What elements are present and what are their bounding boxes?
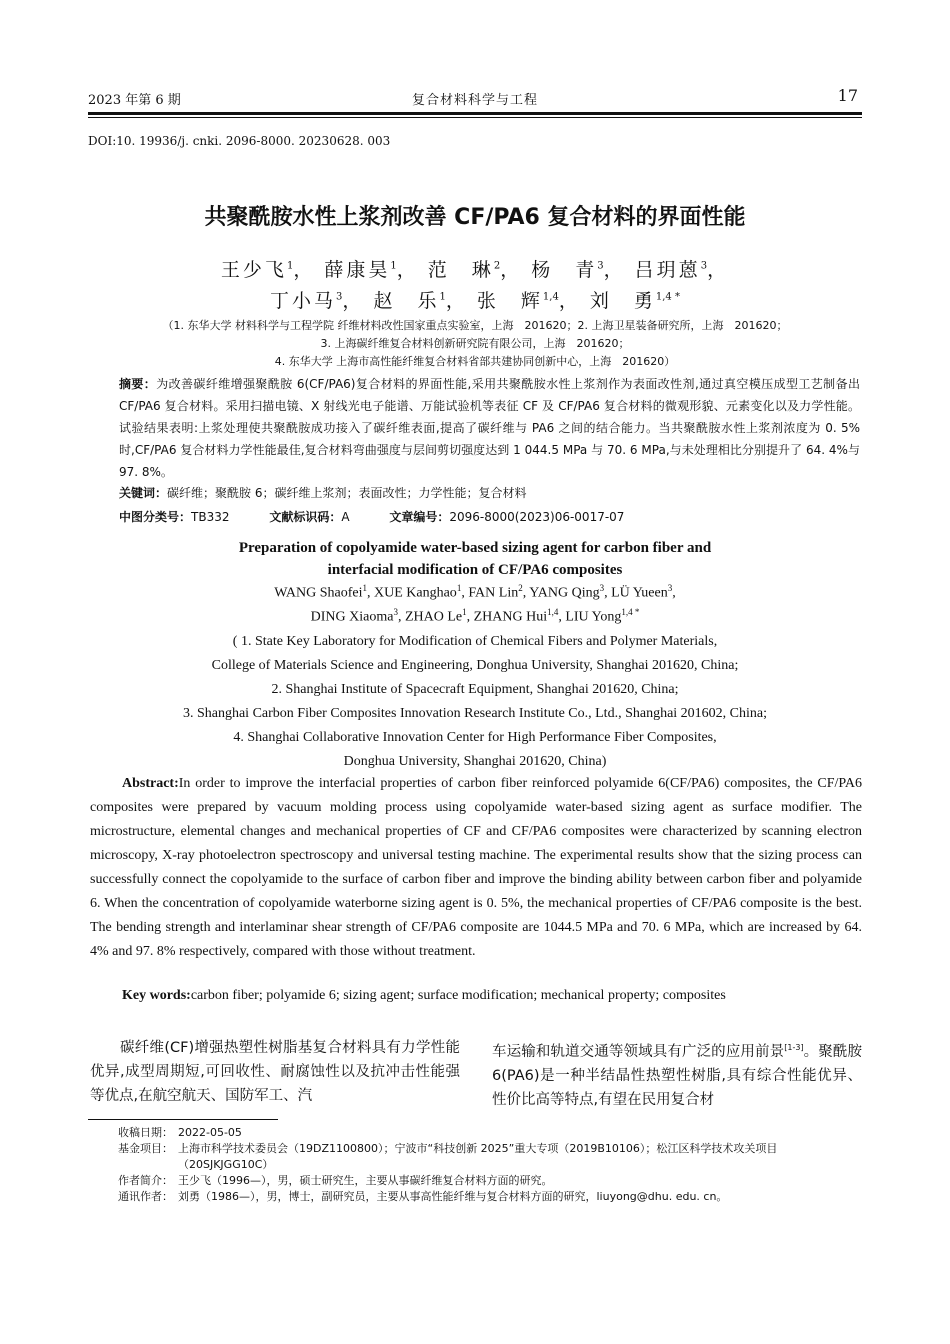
journal-name: 复合材料科学与工程 bbox=[411, 93, 538, 108]
abstract-cn-text: 为改善碳纤维增强聚酰胺 6(CF/PA6)复合材料的界面性能,采用共聚酰胺水性上浆剂作为表面改性剂,通过真空模压成型工艺制备出 CF/PA6 复合材料。采用扫描电镜、X 射线光电子能谱、万能试验机等表征 CF 及 CF/PA6 复合材料的微观形貌、元素变化以及力学性能。试验结果表明:上浆处理使共聚酰胺成功接入了碳纤维表面,提高了碳纤维与 PA6 之间的结合能力。当共聚酰胺水性上浆剂浓度为 0. 5%时,CF/PA6 复合材料力学性能最佳,复合材料弯曲强度与层间剪切强度达到 1 044.5 MPa 与 70. 6 MPa,与未处理相比分别提升了 64. 4%与 97. 8%。 bbox=[119, 377, 860, 479]
author-cn: 薛康昊$^1$ bbox=[324, 259, 397, 281]
footnote-funding: 基金项目： 上海市科学技术委员会（19DZ1100800）；宁波市“科技创新 2025”重大专项（2019B10106）；松江区科学技术攻关项目（20SJKJGG10C） bbox=[118, 1142, 778, 1171]
author-cn: 范 琳$^2$ bbox=[427, 259, 501, 281]
affiliation-en-line: 2. Shanghai Institute of Spacecraft Equipment, Shanghai 201620, China; bbox=[271, 682, 679, 697]
affiliations-en bbox=[0, 630, 950, 774]
footnote-rule bbox=[88, 1119, 278, 1120]
keywords-cn-text: 碳纤维；聚酰胺 6；碳纤维上浆剂；表面改性；力学性能；复合材料 bbox=[167, 486, 527, 500]
affiliation-en-line: Donghua University, Shanghai 201620, China) bbox=[343, 754, 607, 769]
author-cn: 刘 勇$^{1,4 *}$ bbox=[589, 290, 680, 312]
issue-label: 2023 年第 6 期 bbox=[88, 93, 181, 108]
title-cn: 共聚酰胺水性上浆剂改善 CF/PA6 复合材料的界面性能 bbox=[204, 205, 746, 230]
keywords-en bbox=[122, 988, 726, 1004]
affiliation-cn-line: （1. 东华大学 材料科学与工程学院 纤维材料改性国家重点实验室，上海 201620；2. 上海卫星装备研究所，上海 201620； bbox=[162, 319, 788, 332]
author-cn: 吕玥蒽$^3$ bbox=[634, 259, 708, 281]
affiliation-en-line: ( 1. State Key Laboratory for Modification of Chemical Fibers and Polymer Materials, bbox=[232, 634, 718, 649]
footnote-corresponding: 通讯作者： 刘勇（1986—），男，博士，副研究员，主要从事高性能纤维与复合材料方面的研究，liuyong@dhu. edu. cn。 bbox=[118, 1190, 728, 1203]
affiliation-cn-line: 3. 上海碳纤维复合材料创新研究院有限公司，上海 201620； bbox=[320, 337, 630, 350]
header-rule-thin bbox=[88, 117, 862, 118]
abstract-en bbox=[90, 772, 862, 964]
classification-line: 中图分类号：TB332 文献标识码：A 文章编号：2096-8000(2023)06-0017-07 bbox=[119, 510, 625, 524]
keywords-en-text: carbon fiber; polyamide 6; sizing agent; surface modification; mechanical property; composites bbox=[190, 988, 726, 1003]
authors-cn-line2: 丁小马$^3$， 赵 乐$^1$， 张 辉$^{1,4}$， 刘 勇$^{1,4 *}$ bbox=[270, 290, 680, 312]
affiliation-en-line: 3. Shanghai Carbon Fiber Composites Innovation Research Institute Co., Ltd., Shanghai 201602, China; bbox=[182, 706, 768, 721]
page-number: 17 bbox=[837, 86, 858, 105]
keywords-cn bbox=[119, 482, 860, 504]
author-cn: 杨 青$^3$ bbox=[531, 259, 604, 281]
title-en: Preparation of copolyamide water-based sizing agent for carbon fiber and interfacial modification of CF/PA6 composites bbox=[238, 540, 712, 578]
abstract-cn bbox=[119, 373, 860, 483]
authors-en-line2: DING Xiaoma$^3$, ZHAO Le$^1$, ZHANG Hui$^{1,4}$, LIU Yong$^{1,4 *}$ bbox=[310, 607, 640, 625]
doi: DOI:10. 19936/j. cnki. 2096-8000. 20230628. 003 bbox=[88, 134, 391, 148]
abstract-cn-label: 摘要： bbox=[119, 377, 157, 391]
header-rule-thick bbox=[88, 112, 862, 115]
body-column-right: 车运输和轨道交通等领域具有广泛的应用前景[1-3]。聚酰胺 6(PA6)是一种半结晶性热塑性树脂,具有综合性能优异、性价比高等特点,有望在民用复合材 bbox=[492, 1043, 863, 1108]
author-cn: 赵 乐$^1$ bbox=[373, 290, 446, 312]
authors-cn-line1: 王少飞$^1$， 薛康昊$^1$， 范 琳$^2$， 杨 青$^3$， 吕玥蒽$^3$， bbox=[220, 259, 730, 281]
affiliation-en-line: 4. Shanghai Collaborative Innovation Center for High Performance Fiber Composites, bbox=[233, 730, 717, 745]
author-cn: 张 辉$^{1,4}$ bbox=[476, 290, 559, 312]
affiliation-cn-line: 4. 东华大学 上海市高性能纤维复合材料省部共建协同创新中心，上海 201620） bbox=[274, 355, 676, 368]
abstract-en-text: In order to improve the interfacial properties of carbon fiber reinforced polyamide 6(CF/PA6) composites, the CF/PA6 composites were prepared by vacuum molding process using copolyamide water-based sizing agent as surface modifier. The microstructure, elemental changes and mechanical properties of CF and CF/PA6 composites were characterized by scanning electron microscopy, X-ray photoelectron spectroscopy and universal testing machine. The experimental results show that the sizing process can successfully connect the copolyamide to the surface of carbon fiber and improve the binding ability between carbon fiber and polyamide 6. When the concentration of copolyamide waterborne sizing agent is 0. 5%, the mechanical properties of CF/PA6 composite is the best. The bending strength and interlaminar shear strength of CF/PA6 composite are 1044.5 MPa and 70. 6 MPa, which are increased by 64. 4% and 97. 8% respectively, compared with those without treatment. bbox=[90, 776, 862, 959]
author-cn: 王少飞$^1$ bbox=[220, 259, 294, 281]
footnote-received: 收稿日期： 2022-05-05 bbox=[118, 1126, 242, 1139]
authors-en-line1: WANG Shaofei$^1$, XUE Kanghao$^1$, FAN Lin$^2$, YANG Qing$^3$, LÜ Yueen$^3$, bbox=[274, 583, 676, 601]
keywords-cn-label: 关键词： bbox=[119, 486, 168, 500]
body-column-left: 碳纤维(CF)增强热塑性树脂基复合材料具有力学性能优异,成型周期短,可回收性、耐腐蚀性以及抗冲击性能强等优点,在航空航天、国防军工、汽 bbox=[90, 1040, 460, 1104]
abstract-en-label: Abstract: bbox=[122, 776, 179, 791]
keywords-en-label: Key words: bbox=[122, 988, 191, 1003]
author-cn: 丁小马$^3$ bbox=[270, 290, 343, 312]
footnote-author-bio: 作者简介： 王少飞（1996—），男，硕士研究生，主要从事碳纤维复合材料方面的研究。 bbox=[118, 1174, 553, 1187]
affiliations-cn bbox=[0, 317, 950, 371]
footnotes bbox=[118, 1125, 862, 1205]
citation-ref: [1-3] bbox=[784, 1043, 804, 1052]
affiliation-en-line: College of Materials Science and Engineering, Donghua University, Shanghai 201620, China; bbox=[211, 658, 739, 673]
